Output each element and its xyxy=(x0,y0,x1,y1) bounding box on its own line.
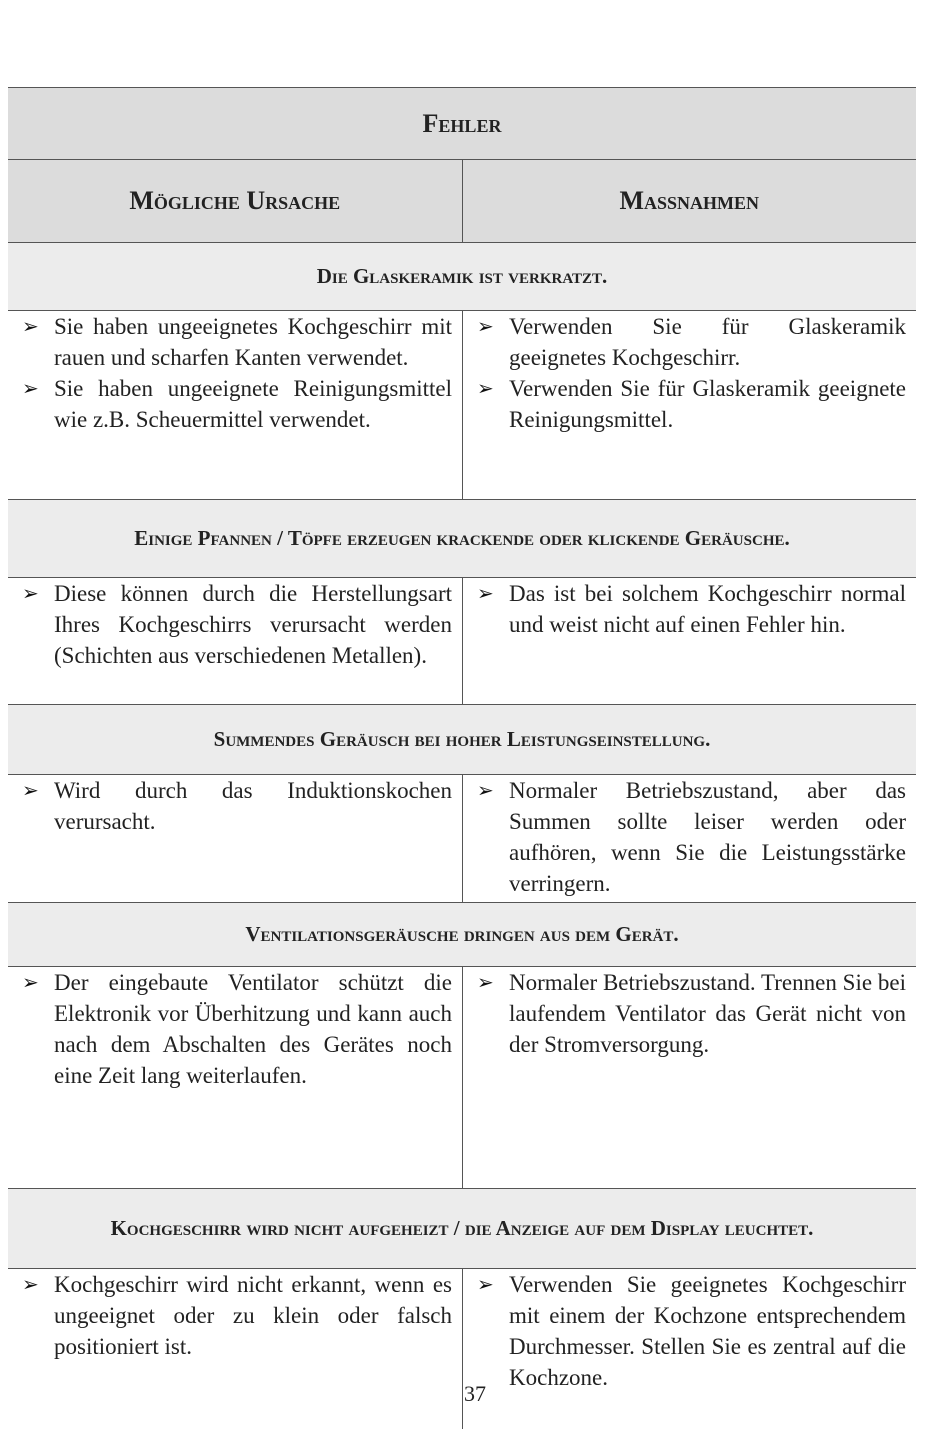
arrowhead-bullet-icon: ➢ xyxy=(22,376,39,400)
action-item xyxy=(475,1269,906,1393)
arrowhead-bullet-icon: ➢ xyxy=(477,1272,494,1296)
section-title-row xyxy=(8,500,916,578)
action-text: Normaler Betriebszustand, aber das Summen sollte leiser werden oder aufhören, wenn Sie die Leistungsstärke verringern. xyxy=(509,778,906,896)
cause-cell xyxy=(8,967,462,1188)
cause-cell xyxy=(8,578,462,704)
troubleshooting-table xyxy=(8,87,916,1429)
arrowhead-bullet-icon: ➢ xyxy=(22,970,39,994)
action-list xyxy=(475,1269,906,1393)
action-item xyxy=(475,967,906,1060)
column-header-row xyxy=(8,160,916,243)
action-cell xyxy=(462,967,916,1188)
action-list xyxy=(475,311,906,435)
arrowhead-bullet-icon: ➢ xyxy=(477,778,494,802)
table-title: Fehler xyxy=(422,108,502,138)
action-item xyxy=(475,578,906,640)
section-body-row xyxy=(8,775,916,903)
action-item xyxy=(475,775,906,899)
cause-text: Wird durch das Induktionskochen verursacht. xyxy=(54,778,452,834)
cause-list xyxy=(20,311,452,435)
action-list xyxy=(475,775,906,899)
action-text: Verwenden Sie geeignetes Kochgeschirr mit einem der Kochzone entsprechendem Durchmesser. Stellen Sie es zentral auf die Kochzone. xyxy=(509,1272,906,1390)
section-title: Ventilationsgeräusche dringen aus dem Gerät. xyxy=(245,922,679,946)
action-text: Verwenden Sie für Glaskeramik geeignete Reinigungsmittel. xyxy=(509,376,906,432)
cause-text: Der eingebaute Ventilator schützt die Elektronik vor Überhitzung und kann auch nach dem Abschalten des Gerätes noch eine Zeit lang weiterlaufen. xyxy=(54,970,452,1088)
cause-cell xyxy=(8,311,462,499)
action-item xyxy=(475,311,906,373)
section-body-row xyxy=(8,311,916,500)
page-number: 37 xyxy=(464,1381,486,1406)
cause-list xyxy=(20,1269,452,1362)
cause-text: Kochgeschirr wird nicht erkannt, wenn es ungeeignet oder zu klein oder falsch positioniert ist. xyxy=(54,1272,452,1359)
section-body-row xyxy=(8,967,916,1189)
cause-list xyxy=(20,578,452,671)
action-item xyxy=(475,373,906,435)
action-cell xyxy=(462,311,916,499)
section-title: Kochgeschirr wird nicht aufgeheizt / die Anzeige auf dem Display leuchtet. xyxy=(110,1216,814,1240)
cause-text: Sie haben ungeeignetes Kochgeschirr mit rauen und scharfen Kanten verwendet. xyxy=(54,314,452,370)
section-title: Summendes Geräusch bei hoher Leistungseinstellung. xyxy=(213,727,711,751)
arrowhead-bullet-icon: ➢ xyxy=(22,778,39,802)
cause-text: Diese können durch die Herstellungsart Ihres Kochgeschirrs verursacht werden (Schichten aus verschiedenen Metallen). xyxy=(54,581,452,668)
column-header-action: Maßnahmen xyxy=(462,160,917,242)
cause-item xyxy=(20,373,452,435)
cause-list xyxy=(20,775,452,837)
action-cell xyxy=(462,775,916,902)
section-list xyxy=(8,243,916,1429)
cause-item xyxy=(20,775,452,837)
section-title-row xyxy=(8,705,916,775)
section-title: Die Glaskeramik ist verkratzt. xyxy=(316,264,608,288)
cause-list xyxy=(20,967,452,1091)
arrowhead-bullet-icon: ➢ xyxy=(22,314,39,338)
section-title-row xyxy=(8,243,916,311)
column-header-cause: Mögliche Ursache xyxy=(129,186,341,215)
table-title-row xyxy=(8,88,916,160)
arrowhead-bullet-icon: ➢ xyxy=(477,970,494,994)
arrowhead-bullet-icon: ➢ xyxy=(477,581,494,605)
cause-cell xyxy=(8,775,462,902)
action-text: Das ist bei solchem Kochgeschirr normal und weist nicht auf einen Fehler hin. xyxy=(509,581,906,637)
section-title: Einige Pfannen / Töpfe erzeugen krackende oder klickende Geräusche. xyxy=(134,526,790,550)
arrowhead-bullet-icon: ➢ xyxy=(22,1272,39,1296)
cause-item xyxy=(20,578,452,671)
cause-item xyxy=(20,967,452,1091)
section-body-row xyxy=(8,578,916,705)
section-title-row xyxy=(8,903,916,967)
section-title-row xyxy=(8,1189,916,1269)
arrowhead-bullet-icon: ➢ xyxy=(477,376,494,400)
action-cell xyxy=(462,578,916,704)
action-list xyxy=(475,578,906,640)
arrowhead-bullet-icon: ➢ xyxy=(22,581,39,605)
action-list xyxy=(475,967,906,1060)
cause-item xyxy=(20,311,452,373)
cause-text: Sie haben ungeeignete Reinigungsmittel wie z.B. Scheuermittel verwendet. xyxy=(54,376,452,432)
action-text: Normaler Betriebszustand. Trennen Sie bei laufendem Ventilator das Gerät nicht von der Stromversorgung. xyxy=(509,970,906,1057)
cause-item xyxy=(20,1269,452,1362)
action-text: Verwenden Sie für Glaskeramik geeignetes Kochgeschirr. xyxy=(509,314,906,370)
arrowhead-bullet-icon: ➢ xyxy=(477,314,494,338)
